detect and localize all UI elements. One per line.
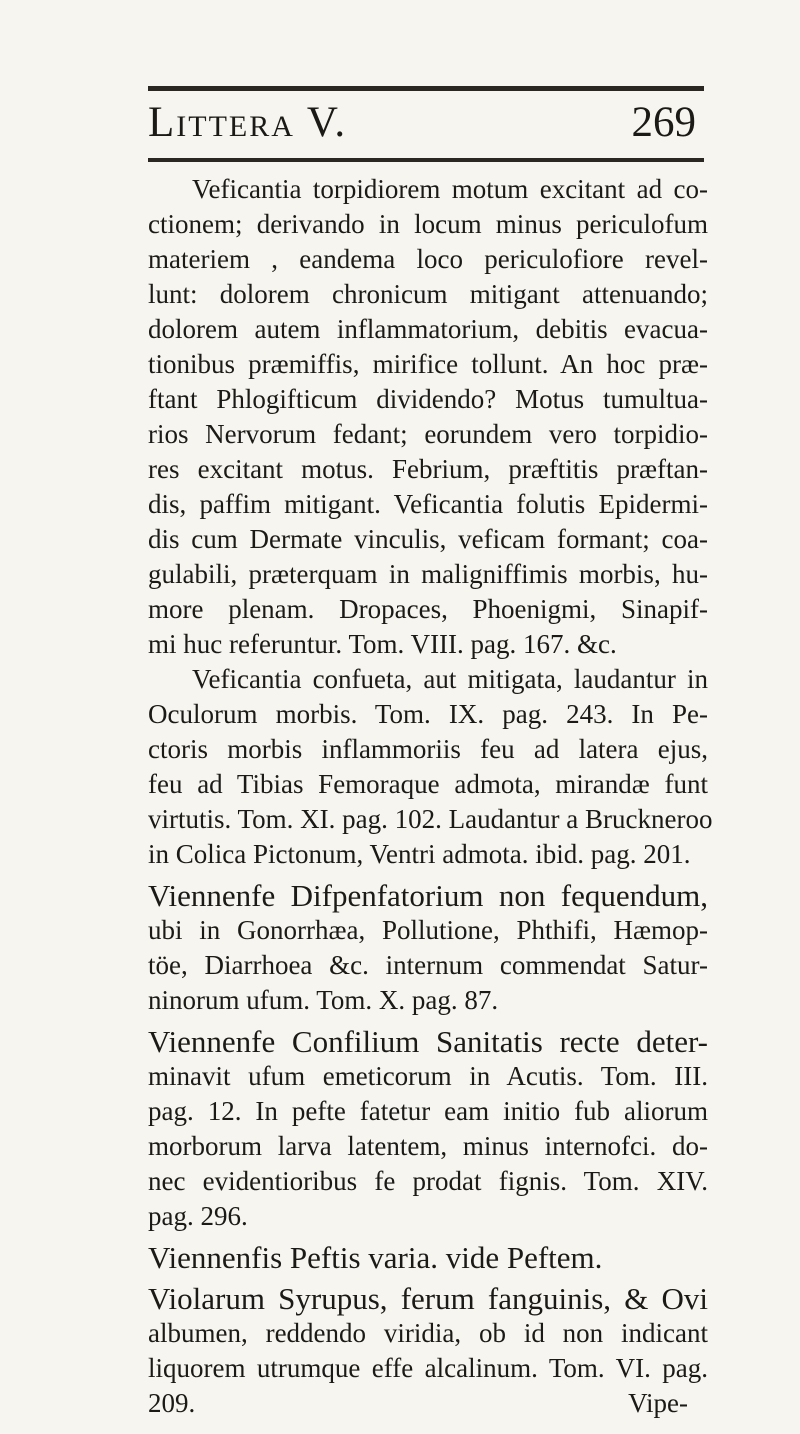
text-line: minavit ufum emeticorum in Acutis. Tom. III. xyxy=(148,1061,708,1091)
text-line: pag. 12. In pefte fatetur eam initio fub aliorum xyxy=(148,1096,708,1126)
text-line-end: 209. xyxy=(148,1388,196,1418)
text-line: mi huc referuntur. Tom. VIII. pag. 167. &c. xyxy=(148,629,617,659)
text-line: ninorum ufum. Tom. X. pag. 87. xyxy=(148,985,499,1015)
last-line-row xyxy=(148,1386,708,1421)
text-line: liquorem utrumque effe alcalinum. Tom. VI. pag. xyxy=(148,1353,708,1383)
entry-viennense-dispensatorium: Viennenfe Difpenfatorium non fequendum, xyxy=(148,878,708,913)
text-line: töe, Diarrhoea &c. internum commendat Satur- xyxy=(148,950,708,980)
text-line: ctionem; derivando in locum minus periculofum xyxy=(148,209,708,239)
text-line: feu ad Tibias Femoraque admota, mirandæ funt xyxy=(148,769,708,799)
text-line: more plenam. Dropaces, Phoenigmi, Sinapif- xyxy=(148,594,708,624)
text-line: res excitant motus. Febrium, præftitis præftan- xyxy=(148,454,708,484)
text-line: ubi in Gonorrhæa, Pollutione, Phthifi, Hæmop- xyxy=(148,915,708,945)
text-line: gulabili, præterquam in maligniffimis morbis, hu- xyxy=(148,559,708,589)
text-line: dis cum Dermate vinculis, veficam formant; coa- xyxy=(148,524,708,554)
catchword: Vipe- xyxy=(628,1388,688,1418)
running-title: Littera V. xyxy=(148,99,348,146)
text-line: dis, paffim mitigant. Veficantia folutis Epidermi- xyxy=(148,489,708,519)
text-line: materiem , eandema loco periculofiore revel- xyxy=(148,244,708,274)
text-line: ctoris morbis inflammoriis feu ad latera ejus, xyxy=(148,734,708,764)
text-line: nec evidentioribus fe prodat fignis. Tom. XIV. xyxy=(148,1166,708,1196)
text-line: pag. 296. xyxy=(148,1201,248,1231)
text-line: in Colica Pictonum, Ventri admota. ibid. pag. 201. xyxy=(148,839,691,869)
entry-violarum-syrupus: Violarum Syrupus, ferum fanguinis, & Ovi xyxy=(148,1281,708,1316)
page-header xyxy=(148,96,704,152)
header-rule-top xyxy=(148,86,704,91)
text-line: Veficantia confueta, aut mitigata, laudantur in xyxy=(192,664,708,694)
page-number: 269 xyxy=(631,99,696,146)
text-line: morborum larva latentem, minus internofci. do- xyxy=(148,1131,708,1161)
text-line: ftant Phlogifticum dividendo? Motus tumultua- xyxy=(148,384,708,414)
text-line: lunt: dolorem chronicum mitigant attenuando; xyxy=(148,279,708,309)
entry-text xyxy=(148,172,713,1421)
entry-viennense-consilium: Viennenfe Confilium Sanitatis recte deter- xyxy=(148,1024,708,1059)
text-line: Oculorum morbis. Tom. IX. pag. 243. In Pe- xyxy=(148,699,708,729)
text-line: virtutis. Tom. XI. pag. 102. Laudantur a Bruckneroo xyxy=(148,804,713,834)
text-line: dolorem autem inflammatorium, debitis evacua- xyxy=(148,314,708,344)
header-rule-bottom xyxy=(148,158,704,162)
text-line: Veficantia torpidiorem motum excitant ad co- xyxy=(192,174,708,204)
entry-viennensis-pestis: Viennenfis Peftis varia. vide Peftem. xyxy=(148,1240,603,1275)
text-line: tionibus præmiffis, mirifice tollunt. An hoc præ- xyxy=(148,349,708,379)
text-line: rios Nervorum fedant; eorundem vero torpidio- xyxy=(148,419,708,449)
text-line: albumen, reddendo viridia, ob id non indicant xyxy=(148,1318,708,1348)
